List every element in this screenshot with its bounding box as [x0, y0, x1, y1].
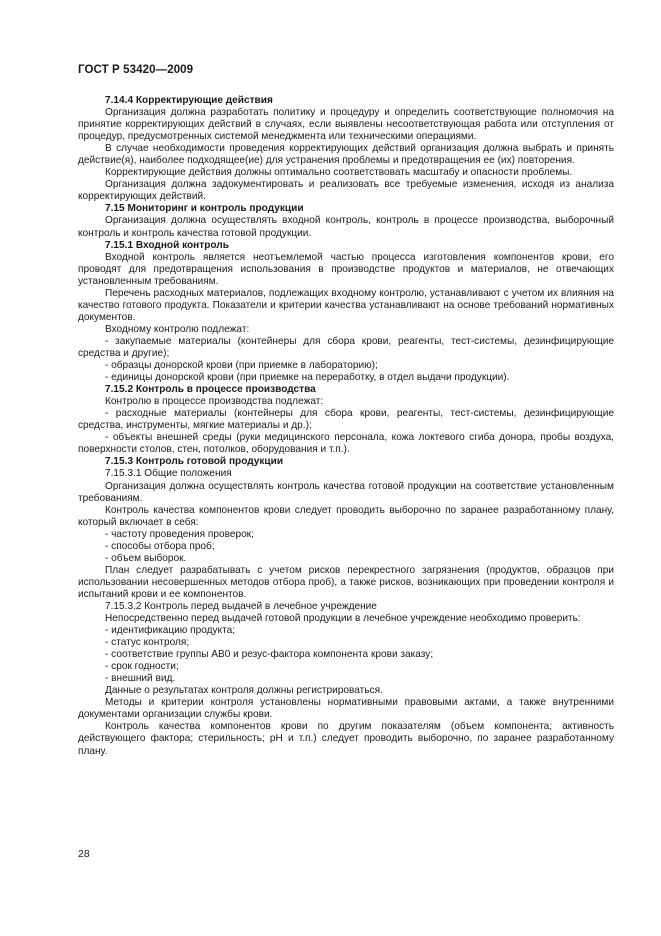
list-item: - способы отбора проб; — [105, 540, 215, 552]
list-item: - соответствие группы АВ0 и резус-фактора компонента крови заказу; — [105, 649, 434, 661]
list-item: - объекты внешней среды (руки медицинского персонала, кожа локтевого сгиба донора, пробы воздуха, поверхности столов, стен, потолков, оборудования и т.п.). — [78, 432, 614, 456]
list-item: - внешний вид. — [105, 673, 176, 685]
paragraph: Организация должна осуществлять контроль качества готовой продукции на соответствие установленным требованиям. — [78, 480, 614, 504]
list-item: - срок годности; — [105, 661, 179, 673]
section-heading-7-15-3: 7.15.3 Контроль готовой продукции — [105, 456, 284, 468]
paragraph: Методы и критерии контроля установлены нормативными правовыми актами, а также внутренними документами организации службы крови. — [78, 697, 614, 721]
paragraph: Данные о результатах контроля должны регистрироваться. — [105, 685, 383, 697]
paragraph: Организация должна осуществлять входной контроль, контроль в процессе производства, выборочный контроль и контроль качества готовой продукции. — [78, 215, 614, 239]
paragraph: Контролю в процессе производства подлежат: — [105, 396, 324, 408]
page-number: 28 — [78, 848, 90, 860]
list-item: - статус контроля; — [105, 637, 190, 649]
list-item: - расходные материалы (контейнеры для сбора крови, реагенты, тест-системы, дезинфицирующие средства, инструменты, мягкие материалы и др.); — [78, 408, 614, 432]
section-heading-7-14-4: 7.14.4 Корректирующие действия — [105, 95, 273, 106]
paragraph: Организация должна разработать политику и процедуру и определить соответствующие полномочия на принятие корректирующих действий в случаях, если выявлены несоответствующая работа или отступления от процедур, предусмотренных системой менеджмента или техническими операциями. — [78, 107, 614, 143]
paragraph: Организация должна задокументировать и реализовать все требуемые изменения, исходя из анализа корректирующих действий. — [78, 179, 614, 203]
paragraph: План следует разрабатывать с учетом рисков перекрестного загрязнения (продуктов, образцов при использовании несовершенных методов отбора проб), а также рисков, возникающих при проведении контроля и испытаний крови и ее компонентов. — [78, 564, 614, 600]
section-heading-7-15-1: 7.15.1 Входной контроль — [105, 239, 229, 251]
paragraph: Входному контролю подлежат: — [105, 323, 250, 335]
list-item: - идентификацию продукта; — [105, 625, 235, 637]
list-item: - закупаемые материалы (контейнеры для сбора крови, реагенты, тест-системы, дезинфицирующие средства и другие); — [78, 335, 614, 359]
paragraph: В случае необходимости проведения корректирующих действий организация должна выбрать и принять действие(я), наиболее подходящее(ие) для устранения проблемы и предотвращения ее (их) повторения. — [78, 143, 614, 167]
paragraph: Перечень расходных материалов, подлежащих входному контролю, устанавливают с учетом их влияния на качество готового продукта. Показатели и критерии качества устанавливают на основе требований нормативных документов. — [78, 287, 614, 323]
paragraph: Корректирующие действия должны оптимально соответствовать масштабу и опасности проблемы. — [105, 167, 573, 179]
list-item: - единицы донорской крови (при приемке на переработку, в отдел выдачи продукции). — [105, 372, 510, 384]
list-item: - частоту проведения проверок; — [105, 528, 254, 540]
list-item: - образцы донорской крови (при приемке в лабораторию); — [105, 360, 378, 372]
subsection-heading-7-15-3-1: 7.15.3.1 Общие положения — [105, 468, 232, 480]
paragraph: Контроль качества компонентов крови по другим показателям (объем компонента; активность действующего фактора; стерильность; pH и т.п.) следует проводить выборочно, по заранее разработанному плану. — [78, 721, 614, 757]
section-heading-7-15: 7.15 Мониторинг и контроль продукции — [105, 203, 304, 215]
paragraph: Непосредственно перед выдачей готовой продукции в лечебное учреждение необходимо проверить: — [105, 613, 581, 625]
section-heading-7-15-2: 7.15.2 Контроль в процессе производства — [105, 384, 316, 396]
list-item: - объем выборок. — [105, 552, 187, 564]
paragraph: Контроль качества компонентов крови следует проводить выборочно по заранее разработанному плану, который включает в себя: — [78, 504, 614, 528]
document-code-header: ГОСТ Р 53420—2009 — [78, 64, 194, 76]
document-body — [78, 95, 614, 758]
paragraph: Входной контроль является неотъемлемой частью процесса изготовления компонентов крови, его проводят для предотвращения использования в производстве продуктов и материалов, не отвечающих установленным требованиям. — [78, 251, 614, 287]
subsection-heading-7-15-3-2: 7.15.3.2 Контроль перед выдачей в лечебное учреждение — [105, 600, 377, 612]
